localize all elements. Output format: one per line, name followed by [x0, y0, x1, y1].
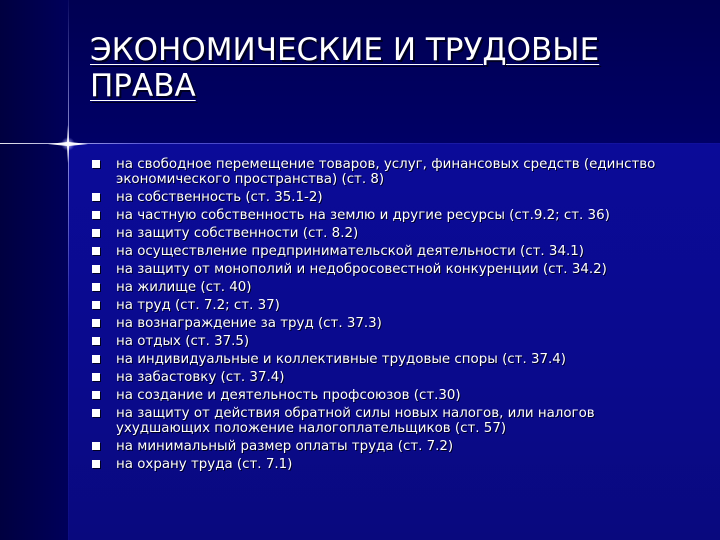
list-item-text: на индивидуальные и коллективные трудовые споры (ст. 37.4) [116, 352, 567, 367]
list-item-text: на защиту от монополий и недобросовестной конкуренции (ст. 34.2) [116, 262, 607, 277]
square-bullet-icon [92, 337, 100, 345]
list-item [90, 457, 690, 472]
square-bullet-icon [92, 229, 100, 237]
list-item-text: на вознаграждение за труд (ст. 37.3) [116, 316, 382, 331]
list-item-text: на создание и деятельность профсоюзов (ст.30) [116, 388, 461, 403]
vertical-accent-line [68, 0, 69, 540]
list-item-text: на защиту от действия обратной силы новых налогов, или налогов ухудшающих положение налогоплательщиков (ст. 57) [116, 406, 595, 436]
list-item [90, 439, 690, 454]
list-item [90, 208, 690, 223]
list-item-text: на отдых (ст. 37.5) [116, 334, 250, 349]
square-bullet-icon [92, 211, 100, 219]
square-bullet-icon [92, 247, 100, 255]
square-bullet-icon [92, 355, 100, 363]
square-bullet-icon [92, 442, 100, 450]
list-item [90, 334, 690, 349]
list-item [90, 352, 690, 367]
list-item [90, 157, 690, 187]
rights-list [90, 157, 690, 475]
list-item-text: на свободное перемещение товаров, услуг, финансовых средств (единство экономического пространства) (ст. 8) [116, 157, 656, 187]
list-item-text: на охрану труда (ст. 7.1) [116, 457, 293, 472]
list-item [90, 262, 690, 277]
square-bullet-icon [92, 160, 100, 168]
list-item [90, 190, 690, 205]
list-item [90, 406, 690, 436]
square-bullet-icon [92, 373, 100, 381]
list-item-text: на забастовку (ст. 37.4) [116, 370, 285, 385]
list-item-text: на осуществление предпринимательской деятельности (ст. 34.1) [116, 244, 584, 259]
list-item [90, 298, 690, 313]
slide-title: ЭКОНОМИЧЕСКИЕ И ТРУДОВЫЕ ПРАВА [90, 32, 600, 104]
list-item [90, 388, 690, 403]
square-bullet-icon [92, 460, 100, 468]
square-bullet-icon [92, 319, 100, 327]
list-item-text: на минимальный размер оплаты труда (ст. 7.2) [116, 439, 454, 454]
square-bullet-icon [92, 301, 100, 309]
list-item [90, 316, 690, 331]
horizontal-accent-line [0, 143, 720, 144]
square-bullet-icon [92, 283, 100, 291]
square-bullet-icon [92, 391, 100, 399]
list-item-text: на труд (ст. 7.2; ст. 37) [116, 298, 280, 313]
list-item-text: на защиту собственности (ст. 8.2) [116, 226, 359, 241]
list-item-text: на собственность (ст. 35.1-2) [116, 190, 323, 205]
list-item-text: на частную собственность на землю и другие ресурсы (ст.9.2; ст. 36) [116, 208, 610, 223]
slide-left-band [0, 0, 68, 540]
list-item-text: на жилище (ст. 40) [116, 280, 252, 295]
list-item [90, 244, 690, 259]
list-item [90, 280, 690, 295]
square-bullet-icon [92, 265, 100, 273]
sparkle-icon [48, 125, 88, 163]
square-bullet-icon [92, 409, 100, 417]
list-item [90, 370, 690, 385]
square-bullet-icon [92, 193, 100, 201]
list-item [90, 226, 690, 241]
